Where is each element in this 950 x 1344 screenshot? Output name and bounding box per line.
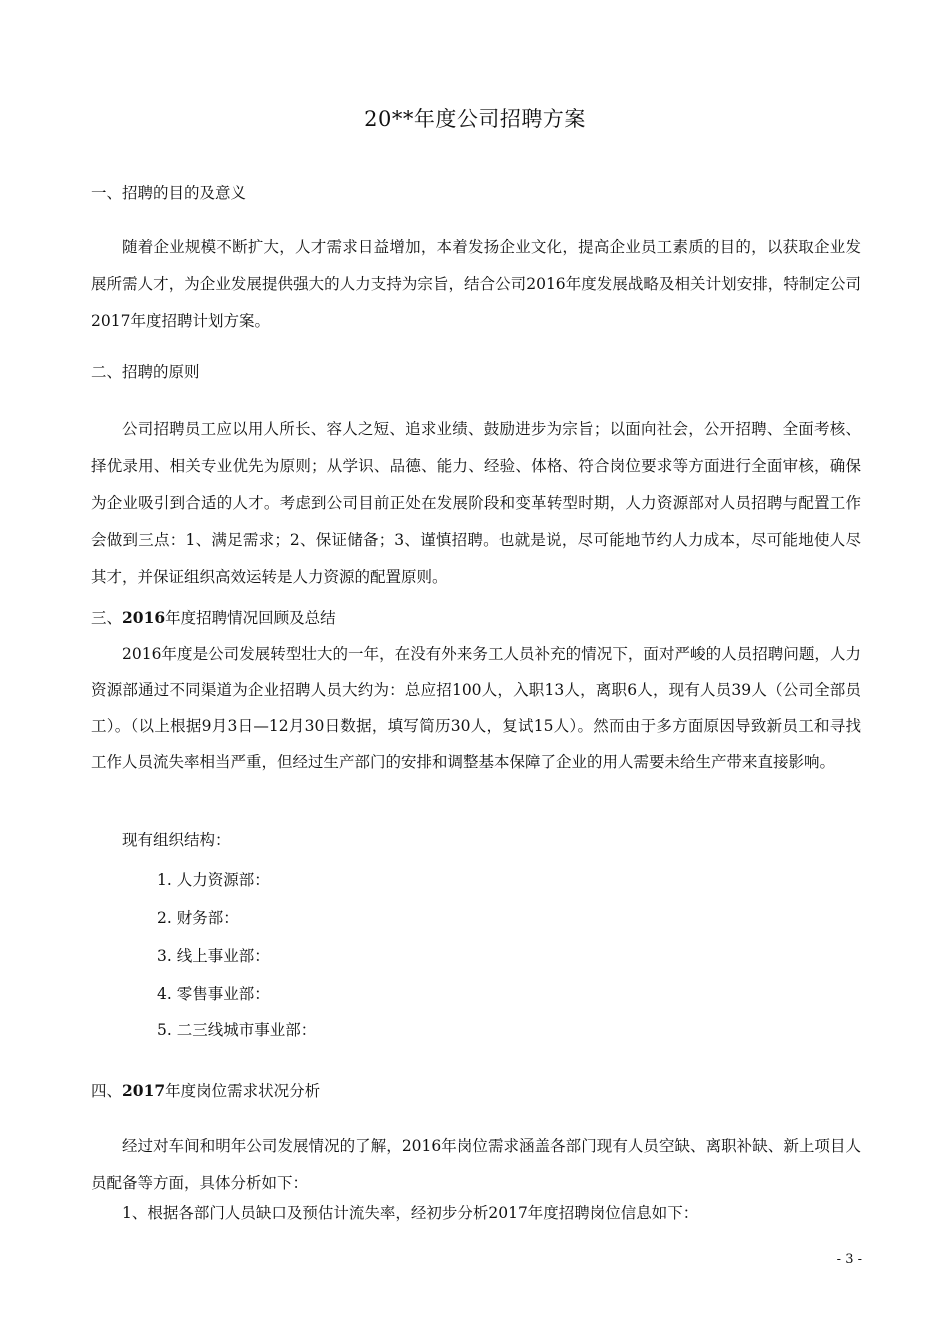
- section-2-paragraph: 公司招聘员工应以用人所长、容人之短、追求业绩、鼓励进步为宗旨；以面向社会，公开招聘、全面考核、择优录用、相关专业优先为原则；从学识、品德、能力、经验、体格、符合岗位要求等方面进行全面审核，确保为企业吸引到合适的人才。考虑到公司目前正处在发展阶段和变革转型时期，人力资源部对人员招聘与配置工作会做到三点：1、满足需求；2、保证储备；3、谨慎招聘。也就是说，尽可能地节约人力成本，尽可能地使人尽其才，并保证组织高效运转是人力资源的配置原则。: [91, 420, 861, 586]
- org-item-2: 2. 财务部：: [157, 909, 239, 927]
- org-item-1: 1. 人力资源部：: [157, 871, 270, 889]
- org-item-4: 4. 零售事业部：: [157, 985, 270, 1003]
- section-heading-2: 二、招聘的原则: [91, 363, 200, 381]
- org-structure-label: 现有组织结构：: [122, 831, 231, 849]
- section-heading-4: [91, 1079, 320, 1101]
- document-title: 20**年度公司招聘方案: [364, 107, 586, 131]
- section-3-prefix: 三、: [91, 609, 123, 627]
- section-3-year: 2016: [122, 608, 166, 627]
- page-number: - 3 -: [836, 1252, 862, 1267]
- section-3-paragraph: 2016年度是公司发展转型壮大的一年，在没有外来务工人员补充的情况下，面对严峻的人员招聘问题，人力资源部通过不同渠道为企业招聘人员大约为：总应招100人，入职13人，离职6人，现有人员39人（公司全部员工）。（以上根据9月3日—12月30日数据，填写简历30人，复试15人）。然而由于多方面原因导致新员工和寻找工作人员流失率相当严重，但经过生产部门的安排和调整基本保障了企业的用人需要未给生产带来直接影响。: [91, 645, 861, 771]
- org-item-3: 3. 线上事业部：: [157, 947, 270, 965]
- section-4-paragraph: 经过对车间和明年公司发展情况的了解，2016年岗位需求涵盖各部门现有人员空缺、离职补缺、新上项目人员配备等方面，具体分析如下：: [91, 1137, 861, 1192]
- section-heading-1: 一、招聘的目的及意义: [91, 184, 247, 202]
- section-3-title: 年度招聘情况回顾及总结: [165, 609, 336, 627]
- section-4-item-1: 1、根据各部门人员缺口及预估计流失率，经初步分析2017年度招聘岗位信息如下：: [122, 1204, 699, 1222]
- section-4-title: 年度岗位需求状况分析: [165, 1082, 321, 1100]
- org-item-5: 5. 二三线城市事业部：: [157, 1021, 317, 1039]
- section-1-paragraph: 随着企业规模不断扩大，人才需求日益增加，本着发扬企业文化，提高企业员工素质的目的，以获取企业发展所需人才，为企业发展提供强大的人力支持为宗旨，结合公司2016年度发展战略及相关计划安排，特制定公司2017年度招聘计划方案。: [91, 238, 861, 330]
- section-heading-3: [91, 606, 336, 628]
- section-4-prefix: 四、: [91, 1082, 123, 1100]
- section-4-year: 2017: [122, 1081, 166, 1100]
